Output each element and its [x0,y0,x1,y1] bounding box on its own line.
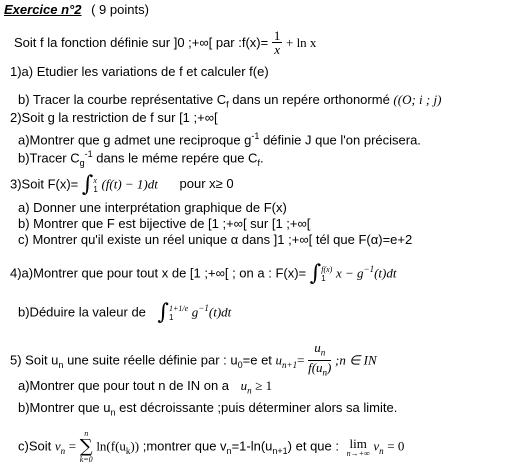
q1b-subscript: f [226,99,229,110]
integral-bounds-2 [321,265,332,283]
q1b-text: b) Tracer la courbe représentative C [18,92,227,107]
q2a-superscript: -1 [251,131,260,141]
q5b-text: b)Montrer que u [18,400,111,415]
integrand: g [191,304,199,320]
relation-u: u [240,378,248,393]
lower-bound: 1 [169,312,174,322]
integral-sign: ∫ [81,172,94,197]
q2b-subscript-2: f [257,157,260,168]
lim-sub: n→+∞ [346,448,370,458]
definition-text: Soit f la fonction définie sur ]0 ;+∞[ par :f(x)= [14,34,269,50]
inverse-superscript: −1 [198,303,209,313]
q2a-text-2: définie J que l'on précisera. [263,132,421,148]
q4a-text: 4)a)Montrer que pour tout x de [1 ;+∞[ ; on a : F(x)= [10,265,307,281]
upper-bound: 1+1/e [169,303,189,313]
summation [80,430,93,464]
question-4b [18,299,232,325]
q5-text-3: =e et [242,352,272,368]
question-5c [18,430,404,464]
q5c-sub-2: n+1 [272,446,288,457]
sum-term-sub: k [125,446,131,457]
den-f: f(u [308,359,323,375]
question-5a [18,378,272,399]
equals: = [68,438,77,454]
v-sub: n [60,446,66,457]
orthonormal-frame: ((O; i ; j) [393,92,442,107]
relation-tail: ≥ 1 [255,378,273,393]
q5-subscript: n [58,360,64,371]
fraction-numerator: 1 [273,28,281,43]
q4b-text: b)Déduire la valeur de [18,304,146,320]
q5b-text-2: est décroissante ;puis déterminer alors sa limite. [119,400,398,415]
fraction-denominator: x [274,42,280,57]
integral-sign-3: ∫ [157,299,169,325]
inverse-superscript: −1 [363,264,375,274]
fraction-1-over-x [272,29,283,56]
recurrence-fraction [308,341,331,379]
integrand: (f(t) − 1)dt [101,176,158,192]
sum-bottom: k=0 [79,455,93,464]
q2b-period: . [259,150,264,166]
q5c-text-4: ) et que : [287,438,339,454]
question-2b [18,146,264,171]
den-tail: ) [327,359,332,375]
q5a-text: a)Montrer que pour tout n de IN on a [18,378,230,393]
q2b-superscript: -1 [84,149,93,159]
question-5: 5) Soit $u_n$ une suite réelle définie par : $u_0=e$ et $u_{n+1}=$ $\frac{u_n}{f(u_n)}$ ;n ∈ IN [10,340,377,378]
relation-sub: n [247,385,252,396]
q5-text-2: une suite réelle définie par : u [67,352,238,368]
question-3b: b) Montrer que F est bijective de [1 ;+∞[ sur [1 ;+∞[ [18,216,311,231]
exercise-title: Exercice n°2 [4,2,82,17]
v-symbol: v [54,438,61,454]
q3-condition: pour x≥ 0 [179,176,234,192]
integral-bounds-3 [169,304,188,322]
q5b-subscript: n [110,407,116,418]
limit-v: v [373,438,380,454]
function-definition-line [14,30,316,57]
upper-bound: f(x) [321,264,333,274]
lower-bound: 1 [321,273,326,283]
limit-v-sub: n [379,446,384,457]
question-3a: a) Donner une interprétation graphique de F(x) [18,200,287,215]
recurrence-lhs-sub: n+1 [282,360,298,371]
q5c-text: c)Soit [18,438,52,454]
question-3c: c) Montrer qu'il existe un réel unique α dans ]1 ;+∞[ tél que F(α)=e+2 [18,232,413,247]
q2b-subscript: g [79,157,85,168]
fraction-denominator [308,361,331,380]
num-u: u [314,340,321,355]
upper-bound: x [93,176,97,185]
sum-term-tail: )) [130,438,140,454]
ln-term: + ln x [285,34,317,50]
sum-top: n [84,429,89,438]
limit [347,437,370,458]
integral-sign-2: ∫ [309,260,322,286]
question-1a: 1)a) Etudier les variations de f et calculer f(e) [10,64,269,79]
q5-text: 5) Soit u [10,352,59,368]
question-3 [10,172,234,197]
integrand-tail: (t)dt [374,265,397,281]
q5-subscript-0: 0 [237,360,243,371]
den-sub: n [322,367,328,378]
q2a-text: a)Montrer que g admet une reciproque g [18,132,252,148]
q3-text: 3)Soit F(x)= [10,176,79,192]
question-4a [10,260,397,286]
integral-bounds [93,176,97,194]
lower-bound: 1 [93,185,98,194]
integrand-tail: (t)dt [208,304,232,320]
q2b-text-2: dans le méme repére que C [96,150,258,166]
q1b-text-2: dans un repére orthonormé [232,92,390,107]
sum-term: ln(f(u [96,438,126,454]
limit-value: = 0 [387,438,405,454]
q5c-sub: n [226,446,232,457]
recurrence-lhs: u [275,352,283,368]
sum-symbol: ∑ [79,436,93,457]
q2b-text: b)Tracer C [18,150,80,166]
integrand: x − g [335,265,364,281]
num-sub: n [320,347,326,358]
recurrence-domain: ;n ∈ IN [335,352,377,368]
lim-word: lim [349,435,367,451]
q5c-text-3: =1-ln(u [231,438,273,454]
exercise-points: ( 9 points) [91,2,149,17]
fraction-numerator [308,341,331,361]
exercise-heading [4,2,149,18]
question-5b [18,400,397,421]
question-2: 2)Soit g la restriction de f sur [1 ;+∞[ [10,110,218,125]
q5c-text-2: ;montrer que v [142,438,227,454]
